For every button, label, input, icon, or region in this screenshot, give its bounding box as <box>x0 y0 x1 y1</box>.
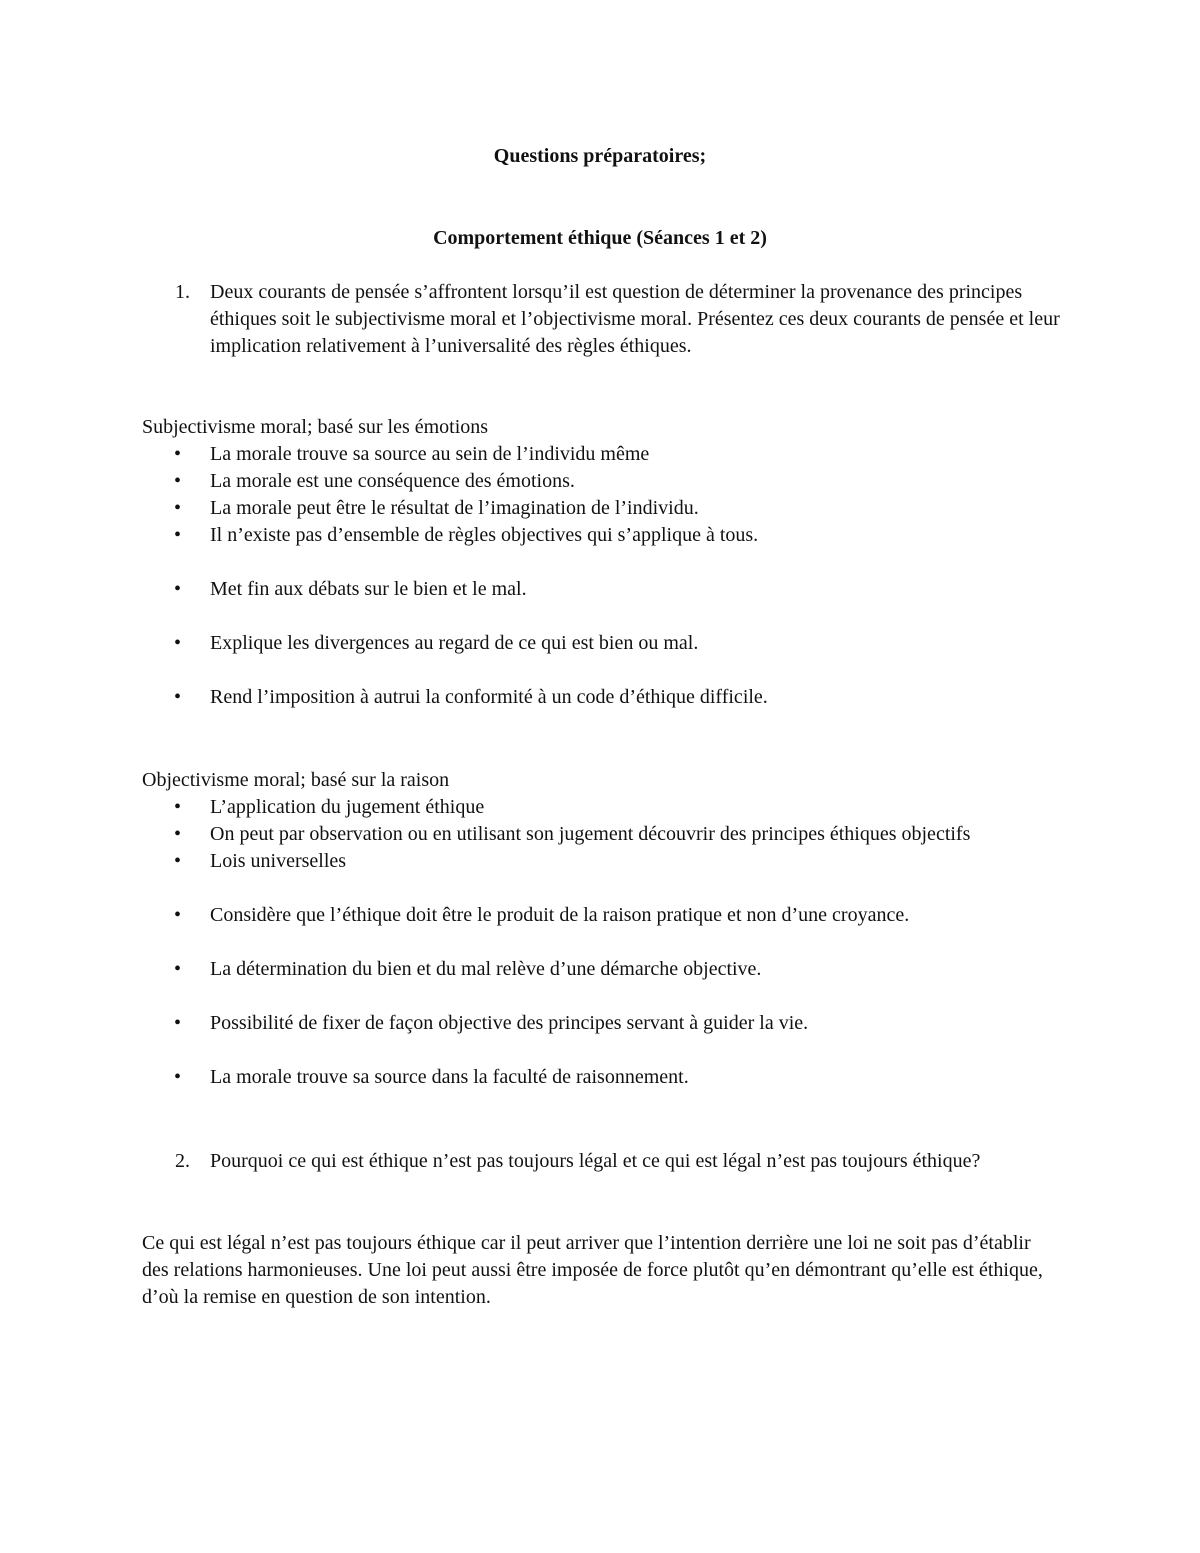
list-item <box>142 684 1062 711</box>
bullet-icon: • <box>174 497 182 519</box>
question-number: 2. <box>175 1150 190 1172</box>
question-item <box>142 279 1062 360</box>
list-item-text: Explique les divergences au regard de ce qui est bien ou mal. <box>210 632 699 654</box>
list-item-text: Met fin aux débats sur le bien et le mal. <box>210 578 527 600</box>
subjectivism-heading: Subjectivisme moral; basé sur les émotions <box>142 416 489 438</box>
list-item <box>142 902 1062 929</box>
question-list <box>142 279 1062 360</box>
list-item <box>142 495 1062 522</box>
bullet-icon: • <box>174 958 182 980</box>
question-item <box>142 1148 1062 1175</box>
list-item-text: La morale trouve sa source dans la faculté de raisonnement. <box>210 1066 689 1088</box>
list-item <box>142 1064 1062 1091</box>
bullet-icon: • <box>174 796 182 818</box>
question-text: Pourquoi ce qui est éthique n’est pas toujours légal et ce qui est légal n’est pas toujours éthique? <box>210 1150 981 1172</box>
bullet-icon: • <box>174 524 182 546</box>
bullet-icon: • <box>174 850 182 872</box>
answer-2 <box>142 1230 1062 1311</box>
bullet-icon: • <box>174 470 182 492</box>
subjectivism-section <box>142 414 1062 711</box>
list-item-text: La morale trouve sa source au sein de l’individu même <box>210 443 650 465</box>
subjectivism-list <box>142 441 1062 711</box>
list-item-text: On peut par observation ou en utilisant son jugement découvrir des principes éthiques objectifs <box>210 823 971 845</box>
list-item-text: L’application du jugement éthique <box>210 796 485 818</box>
objectivism-list <box>142 794 1062 1091</box>
bullet-icon: • <box>174 904 182 926</box>
bullet-icon: • <box>174 823 182 845</box>
list-item-text: Il n’existe pas d’ensemble de règles objectives qui s’applique à tous. <box>210 524 759 546</box>
objectivism-heading: Objectivisme moral; basé sur la raison <box>142 769 450 791</box>
question-number: 1. <box>175 281 190 303</box>
question-list <box>142 1148 1062 1175</box>
bullet-icon: • <box>174 632 182 654</box>
list-item <box>142 848 1062 875</box>
bullet-icon: • <box>174 443 182 465</box>
document-subtitle: Comportement éthique (Séances 1 et 2) <box>433 227 767 249</box>
list-item <box>142 630 1062 657</box>
bullet-icon: • <box>174 1012 182 1034</box>
list-item-text: Possibilité de fixer de façon objective des principes servant à guider la vie. <box>210 1012 809 1034</box>
answer-paragraph: Ce qui est légal n’est pas toujours éthique car il peut arriver que l’intention derrière une loi ne soit pas d’établir des relations harmonieuses. Une loi peut aussi être imposée de force plutôt qu’en démontrant qu’elle est éthique, d’où la remise en question de son intention. <box>142 1232 1043 1308</box>
list-item-text: La morale peut être le résultat de l’imagination de l’individu. <box>210 497 699 519</box>
list-item <box>142 956 1062 983</box>
question-1 <box>142 279 1062 360</box>
list-item <box>142 1010 1062 1037</box>
objectivism-section <box>142 767 1062 1091</box>
bullet-icon: • <box>174 1066 182 1088</box>
list-item <box>142 468 1062 495</box>
list-item <box>142 794 1062 821</box>
bullet-icon: • <box>174 686 182 708</box>
list-item-text: Rend l’imposition à autrui la conformité à un code d’éthique difficile. <box>210 686 768 708</box>
list-item <box>142 522 1062 549</box>
question-2 <box>142 1148 1062 1175</box>
list-item <box>142 576 1062 603</box>
list-item-text: Lois universelles <box>210 850 347 872</box>
list-item <box>142 441 1062 468</box>
document-title: Questions préparatoires; <box>493 145 707 167</box>
list-item-text: Considère que l’éthique doit être le produit de la raison pratique et non d’une croyance. <box>210 904 910 926</box>
bullet-icon: • <box>174 578 182 600</box>
list-item-text: La morale est une conséquence des émotions. <box>210 470 575 492</box>
question-text: Deux courants de pensée s’affrontent lorsqu’il est question de déterminer la provenance des principes éthiques soit le subjectivisme moral et l’objectivisme moral. Présentez ces deux courants de pensée et leur implication relativement à l’universalité des règles éthiques. <box>210 281 1060 357</box>
list-item-text: La détermination du bien et du mal relève d’une démarche objective. <box>210 958 762 980</box>
list-item <box>142 821 1062 848</box>
